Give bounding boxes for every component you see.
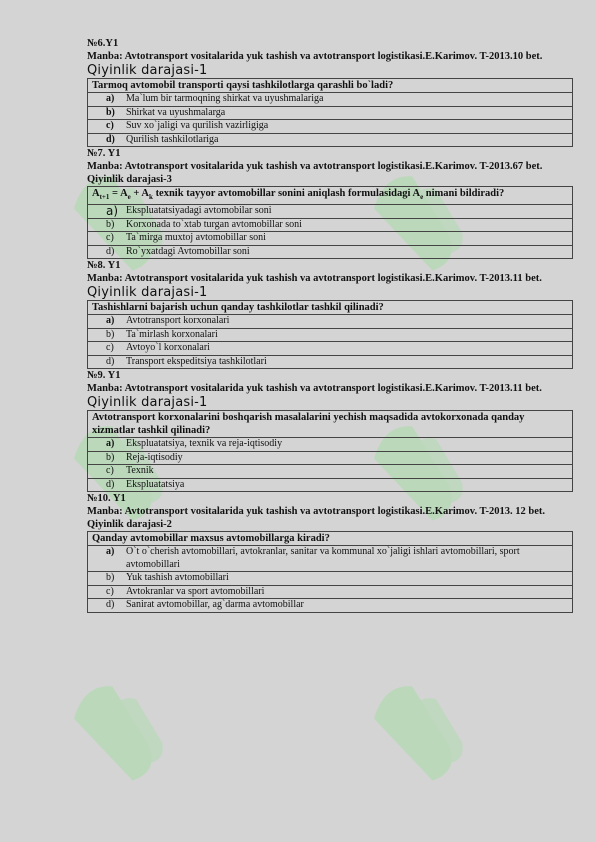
question-text: Tashishlarni bajarish uchun qanday tashkilotlar tashkil qilinadi?	[88, 301, 573, 315]
option-text: Shirkat va uyushmalarga	[124, 106, 573, 120]
question-text: Avtotransport korxonalarini boshqarish masalalarini yechish maqsadida avtokorxonada qanday xizmatlar tashkil qilinadi?	[88, 411, 573, 438]
option-text: Ekspluatatsiya	[124, 478, 573, 492]
option-label: b)	[106, 106, 115, 118]
option-label: a)	[106, 93, 115, 104]
option-row	[88, 218, 573, 232]
option-row	[88, 232, 573, 246]
option-row	[88, 342, 573, 356]
option-text: Avtokranlar va sport avtomobillari	[124, 585, 573, 599]
option-text: O`t o`cherish avtomobillari, avtokranlar, sanitar va kommunal xo`jaligi ishlari avtomobillari, sport avtomobillari	[124, 546, 573, 572]
option-row	[88, 93, 573, 107]
option-text: Transport ekspeditsiya tashkilotlari	[124, 355, 573, 369]
option-label: b)	[106, 572, 115, 584]
question-table	[87, 186, 573, 259]
option-row	[88, 133, 573, 147]
question-text: Qanday avtomobillar maxsus avtomobillarga kiradi?	[88, 532, 573, 546]
option-row	[88, 478, 573, 492]
option-text: Ta`mirga muxtoj avtomobillar soni	[124, 232, 573, 246]
option-label: c)	[106, 342, 114, 354]
question-list	[87, 37, 573, 613]
option-label: d)	[106, 599, 115, 611]
question-table	[87, 300, 573, 369]
option-label: c)	[106, 232, 114, 244]
option-row	[88, 205, 573, 219]
option-label: b)	[106, 218, 115, 230]
question-source: Manba: Avtotransport vositalarida yuk tashish va avtotransport logistikasi.E.Karimov. T-2013.67 bet.	[87, 161, 543, 172]
option-label: a)	[106, 546, 115, 558]
option-text: Reja-iqtisodiy	[124, 451, 573, 465]
watermark-logo-icon	[360, 640, 520, 830]
option-row	[88, 106, 573, 120]
option-text: Ro`yxatdagi Avtomobillar soni	[124, 245, 573, 259]
question-source: Manba: Avtotransport vositalarida yuk tashish va avtotransport logistikasi.E.Karimov. T-2013.10 bet.	[87, 51, 543, 62]
option-row	[88, 465, 573, 479]
difficulty-level: Qiyinlik darajasi-2	[87, 519, 172, 531]
difficulty-level: Qiyinlik darajasi-3	[87, 174, 172, 185]
option-row	[88, 355, 573, 369]
question-block	[87, 37, 573, 147]
question-block	[87, 147, 573, 259]
option-row	[88, 245, 573, 259]
option-text: Sanirat avtomobillar, ag`darma avtomobillar	[124, 599, 573, 613]
question-table	[87, 78, 573, 147]
option-label: b)	[106, 328, 115, 340]
option-text: Yuk tashish avtomobillari	[124, 572, 573, 586]
difficulty-level: Qiyinlik darajasi-1	[87, 395, 208, 411]
question-number: №7. Y1	[87, 148, 121, 159]
option-row	[88, 546, 573, 572]
option-row	[88, 451, 573, 465]
question-number: №10. Y1	[87, 493, 126, 505]
difficulty-level: Qiyinlik darajasi-1	[87, 63, 208, 78]
option-row	[88, 572, 573, 586]
option-text: Suv xo`jaligi va qurilish vazirligiga	[124, 120, 573, 134]
option-text: Korxonada to`xtab turgan avtomobillar soni	[124, 218, 573, 232]
question-source: Manba: Avtotransport vositalarida yuk tashish va avtotransport logistikasi.E.Karimov. T-2013.11 bet.	[87, 383, 542, 395]
option-row	[88, 120, 573, 134]
option-label: c)	[106, 465, 114, 477]
option-text: Ta`mirlash korxonalari	[124, 328, 573, 342]
option-row	[88, 328, 573, 342]
option-label: d)	[106, 245, 115, 257]
option-text: Avtotransport korxonalari	[124, 315, 573, 329]
option-label: c)	[106, 120, 114, 131]
option-text: Qurilish tashkilotlariga	[124, 133, 573, 147]
option-label: d)	[106, 133, 115, 145]
question-block	[87, 492, 573, 613]
question-table	[87, 410, 573, 492]
question-number: №6.Y1	[87, 38, 119, 49]
option-text: Avtoyo`l korxonalari	[124, 342, 573, 356]
question-text: $A_{t+1} = A_e + A_k$ texnik tayyor avtomobillar sonini aniqlash formulasidagi $A_e$ nimani bildiradi?	[88, 187, 573, 205]
question-table	[87, 531, 573, 613]
option-text: Texnik	[124, 465, 573, 479]
question-number: №8. Y1	[87, 260, 121, 272]
option-label: a)	[106, 315, 115, 327]
option-row	[88, 599, 573, 613]
option-label: d)	[106, 355, 115, 367]
question-number: №9. Y1	[87, 370, 121, 382]
option-row	[88, 315, 573, 329]
question-source: Manba: Avtotransport vositalarida yuk tashish va avtotransport logistikasi.E.Karimov. T-2013. 12 bet.	[87, 506, 546, 518]
option-row	[88, 438, 573, 452]
option-text: Ma`lum bir tarmoqning shirkat va uyushmalariga	[124, 93, 573, 107]
option-label: a)	[106, 204, 119, 219]
option-text: Ekspluatatsiya, texnik va reja-iqtisodiy	[124, 438, 573, 452]
watermark-logo-icon	[60, 640, 220, 830]
question-block	[87, 259, 573, 369]
option-label: b)	[106, 451, 115, 463]
option-label: a)	[106, 438, 115, 450]
option-label: c)	[106, 585, 114, 597]
question-block	[87, 369, 573, 492]
option-label: d)	[106, 478, 115, 490]
option-row	[88, 585, 573, 599]
option-text: Ekspluatatsiyadagi avtomobilar soni	[124, 205, 573, 219]
difficulty-level: Qiyinlik darajasi-1	[87, 285, 208, 301]
question-text: Tarmoq avtomobil transporti qaysi tashkilotlarga qarashli bo`ladi?	[88, 79, 573, 93]
question-source: Manba: Avtotransport vositalarida yuk tashish va avtotransport logistikasi.E.Karimov. T-2013.11 bet.	[87, 273, 542, 285]
